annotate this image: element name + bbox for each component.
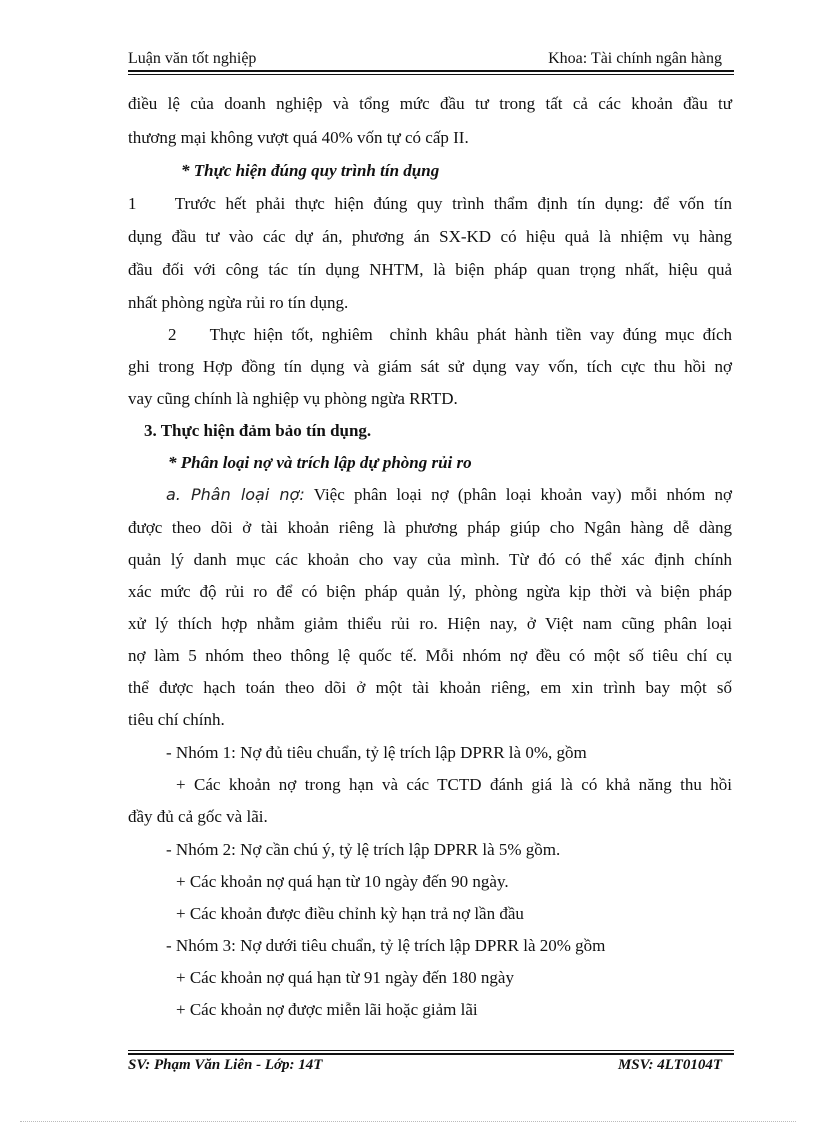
body-line: vay cũng chính là nghiệp vụ phòng ngừa RRTD. [128,389,458,408]
body-line: 1 Trước hết phải thực hiện đúng quy trình thẩm định tín dụng: để vốn tín [128,194,732,213]
body-line [166,483,732,507]
section-heading-debt-classification: * Phân loại nợ và trích lập dự phòng rủi ro [168,453,472,472]
footer-rule-thick [128,1053,734,1055]
list-item-group-3: - Nhóm 3: Nợ dưới tiêu chuẩn, tỷ lệ trích lập DPRR là 20% gồm [166,936,606,955]
body-line: nhất phòng ngừa rủi ro tín dụng. [128,293,349,312]
list-subitem: + Các khoản nợ quá hạn từ 91 ngày đến 180 ngày [176,968,514,987]
body-line: được theo dõi ở tài khoản riêng là phương pháp giúp cho Ngân hàng dễ dàng [128,518,732,537]
list-subitem: + Các khoản nợ trong hạn và các TCTD đánh giá là có khả năng thu hồi [176,775,732,794]
list-item-group-2: - Nhóm 2: Nợ cần chú ý, tỷ lệ trích lập DPRR là 5% gồm. [166,840,561,859]
body-line: nợ làm 5 nhóm theo thông lệ quốc tế. Mỗi nhóm nợ đều có một số tiêu chí cụ [128,646,732,665]
body-line: tiêu chí chính. [128,710,225,729]
body-line: đầu đối với công tác tín dụng NHTM, là biện pháp quan trọng nhất, hiệu quả [128,260,732,279]
page-footer [128,1057,732,1079]
page-header [128,48,732,70]
header-faculty-label: Khoa: Tài chính ngân hàng [548,50,722,67]
list-subitem-continued: đầy đủ cả gốc và lãi. [128,807,268,826]
header-rule-thin [128,74,734,75]
subsection-label: a. Phân loại nợ: [166,485,305,504]
section-heading-credit-guarantee: 3. Thực hiện đảm bảo tín dụng. [144,421,372,440]
section-heading-credit-process: * Thực hiện đúng quy trình tín dụng [181,161,440,180]
header-rule-thick [128,70,734,72]
body-line-rest: Việc phân loại nợ (phân loại khoản vay) mỗi nhóm nợ [304,485,733,504]
body-line: 2 Thực hiện tốt, nghiêm chỉnh khâu phát hành tiền vay đúng mục đích [168,325,732,344]
header-thesis-label: Luận văn tốt nghiệp [128,50,257,67]
body-line: quản lý danh mục các khoản cho vay của mình. Từ đó có thể xác định chính [128,550,732,569]
page-edge-divider [20,1121,796,1122]
list-item-group-1: - Nhóm 1: Nợ đủ tiêu chuẩn, tỷ lệ trích lập DPRR là 0%, gồm [166,743,587,762]
body-line: ghi trong Hợp đồng tín dụng và giám sát sử dụng vay vốn, tích cực thu hồi nợ [128,357,732,376]
body-line: xác mức độ rủi ro để có biện pháp quản lý, phòng ngừa kịp thời và biện pháp [128,582,732,601]
body-line: xử lý thích hợp nhằm giảm thiểu rủi ro. Hiện nay, ở Việt nam cũng phân loại [128,614,732,633]
list-subitem: + Các khoản nợ được miễn lãi hoặc giảm lãi [176,1000,478,1019]
footer-student-id: MSV: 4LT0104T [617,1057,722,1073]
body-line: điều lệ của doanh nghiệp và tổng mức đầu tư trong tất cả các khoản đầu tư [128,94,732,113]
footer-rule-thin [128,1050,734,1051]
body-line: thương mại không vượt quá 40% vốn tự có cấp II. [128,128,469,147]
body-line: dụng đầu tư vào các dự án, phương án SX-KD có hiệu quả là nhiệm vụ hàng [128,227,732,246]
footer-student-info: SV: Phạm Văn Liên - Lớp: 14T [128,1057,323,1073]
list-subitem: + Các khoản nợ quá hạn từ 10 ngày đến 90 ngày. [176,872,509,891]
list-subitem: + Các khoản được điều chỉnh kỳ hạn trả nợ lần đầu [176,904,524,923]
body-line: thể được hạch toán theo dõi ở một tài khoản riêng, em xin trình bay một số [128,678,732,697]
